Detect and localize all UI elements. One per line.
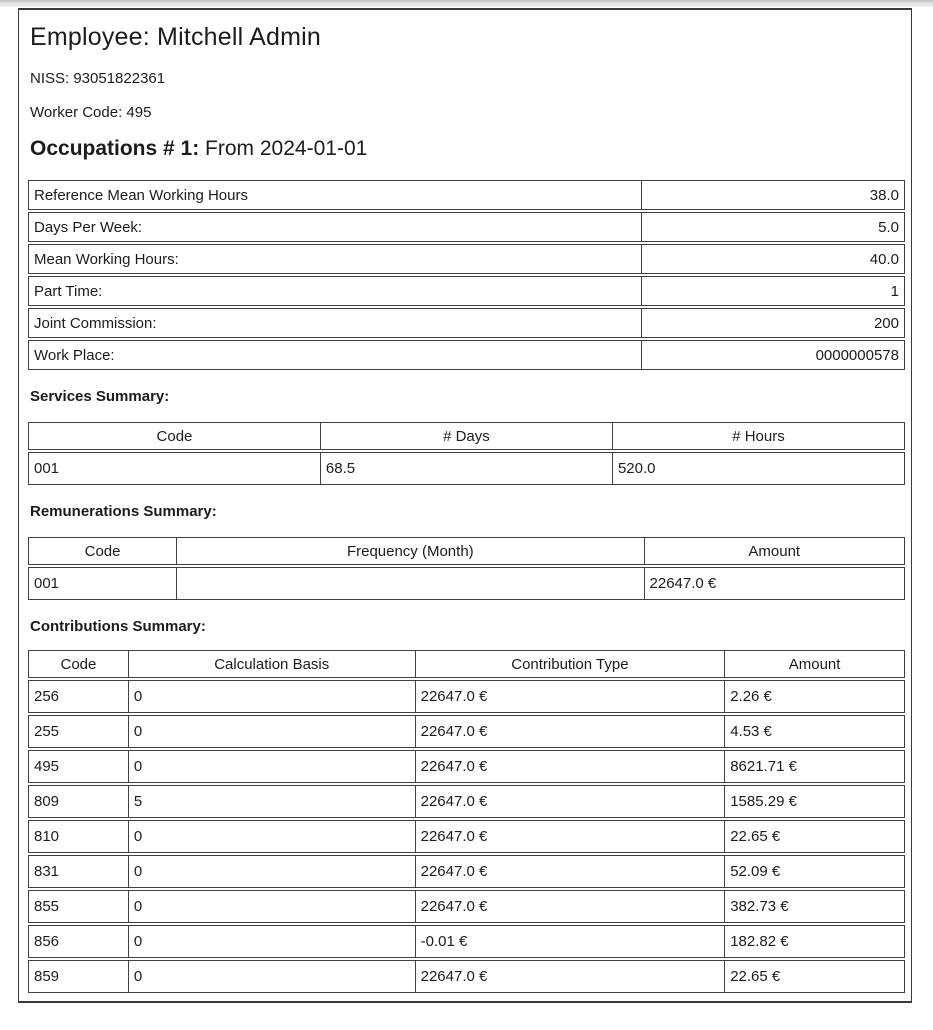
- cell-code: 001: [28, 452, 321, 485]
- occupation-heading-label: Occupations # 1:: [30, 137, 200, 160]
- cell-type: 22647.0 €: [416, 855, 726, 888]
- detail-value: 38.0: [642, 180, 905, 210]
- cell-code: 255: [28, 715, 129, 748]
- cell-hours: 520.0: [613, 452, 905, 485]
- table-header-row: [28, 422, 905, 450]
- table-row: [28, 308, 905, 338]
- cell-code: 809: [28, 785, 129, 818]
- detail-label: Joint Commission:: [28, 308, 642, 338]
- detail-label: Reference Mean Working Hours: [28, 180, 642, 210]
- column-header-code: Code: [28, 422, 321, 450]
- table-row: [28, 820, 905, 853]
- table-row: [28, 567, 905, 600]
- table-row: [28, 890, 905, 923]
- cell-code: 001: [28, 567, 177, 600]
- cell-basis: 0: [129, 855, 416, 888]
- table-row: [28, 452, 905, 485]
- remunerations-summary-title: Remunerations Summary:: [30, 503, 217, 520]
- table-row: [28, 244, 905, 274]
- cell-amount: 382.73 €: [725, 890, 905, 923]
- cell-amount: 22.65 €: [725, 960, 905, 993]
- cell-basis: 0: [129, 820, 416, 853]
- services-summary-title: Services Summary:: [30, 388, 170, 405]
- table-row: [28, 750, 905, 783]
- cell-basis: 0: [129, 925, 416, 958]
- table-row: [28, 855, 905, 888]
- column-header-hours: # Hours: [613, 422, 905, 450]
- column-header-type: Contribution Type: [416, 650, 726, 678]
- employee-title: Employee: Mitchell Admin: [30, 23, 322, 51]
- cell-type: 22647.0 €: [416, 960, 726, 993]
- detail-value: 1: [642, 276, 905, 306]
- cell-type: 22647.0 €: [416, 715, 726, 748]
- detail-value: 5.0: [642, 212, 905, 242]
- table-row: [28, 680, 905, 713]
- detail-label: Part Time:: [28, 276, 642, 306]
- table-row: [28, 960, 905, 993]
- detail-value: 200: [642, 308, 905, 338]
- cell-code: 859: [28, 960, 129, 993]
- remunerations-summary-table: [28, 535, 905, 602]
- cell-type: 22647.0 €: [416, 750, 726, 783]
- cell-basis: 0: [129, 680, 416, 713]
- cell-type: -0.01 €: [416, 925, 726, 958]
- niss-line: NISS: 93051822361: [30, 70, 166, 87]
- cell-type: 22647.0 €: [416, 680, 726, 713]
- cell-code: 810: [28, 820, 129, 853]
- contributions-summary-table: [28, 648, 905, 995]
- cell-amount: 4.53 €: [725, 715, 905, 748]
- contributions-summary-title: Contributions Summary:: [30, 618, 206, 635]
- column-header-days: # Days: [321, 422, 613, 450]
- occupation-heading: [30, 136, 905, 162]
- detail-label: Mean Working Hours:: [28, 244, 642, 274]
- column-header-code: Code: [28, 537, 177, 565]
- column-header-basis: Calculation Basis: [129, 650, 416, 678]
- cell-code: 855: [28, 890, 129, 923]
- detail-label: Work Place:: [28, 340, 642, 370]
- cell-amount: 182.82 €: [725, 925, 905, 958]
- cell-basis: 5: [129, 785, 416, 818]
- table-row: [28, 785, 905, 818]
- worker-code-line: Worker Code: 495: [30, 104, 152, 121]
- cell-amount: 22.65 €: [725, 820, 905, 853]
- cell-amount: 1585.29 €: [725, 785, 905, 818]
- table-row: [28, 276, 905, 306]
- table-header-row: [28, 650, 905, 678]
- occupation-heading-date: From 2024-01-01: [199, 137, 368, 160]
- table-row: [28, 715, 905, 748]
- top-shadow-strip: [0, 0, 933, 7]
- cell-basis: 0: [129, 960, 416, 993]
- cell-basis: 0: [129, 750, 416, 783]
- cell-amount: 52.09 €: [725, 855, 905, 888]
- report-page: [18, 8, 912, 1003]
- cell-type: 22647.0 €: [416, 785, 726, 818]
- detail-label: Days Per Week:: [28, 212, 642, 242]
- cell-basis: 0: [129, 715, 416, 748]
- table-row: [28, 180, 905, 210]
- cell-code: 831: [28, 855, 129, 888]
- cell-code: 256: [28, 680, 129, 713]
- cell-amount: 22647.0 €: [645, 567, 905, 600]
- cell-amount: 2.26 €: [725, 680, 905, 713]
- cell-amount: 8621.71 €: [725, 750, 905, 783]
- cell-code: 856: [28, 925, 129, 958]
- detail-value: 0000000578: [642, 340, 905, 370]
- occupation-details-table: [28, 178, 905, 372]
- cell-frequency: [177, 567, 644, 600]
- cell-code: 495: [28, 750, 129, 783]
- column-header-amount: Amount: [725, 650, 905, 678]
- column-header-frequency: Frequency (Month): [177, 537, 644, 565]
- table-row: [28, 212, 905, 242]
- cell-basis: 0: [129, 890, 416, 923]
- cell-type: 22647.0 €: [416, 820, 726, 853]
- table-row: [28, 340, 905, 370]
- table-row: [28, 925, 905, 958]
- table-header-row: [28, 537, 905, 565]
- column-header-code: Code: [28, 650, 129, 678]
- cell-days: 68.5: [321, 452, 613, 485]
- detail-value: 40.0: [642, 244, 905, 274]
- services-summary-table: [28, 420, 905, 487]
- column-header-amount: Amount: [645, 537, 905, 565]
- cell-type: 22647.0 €: [416, 890, 726, 923]
